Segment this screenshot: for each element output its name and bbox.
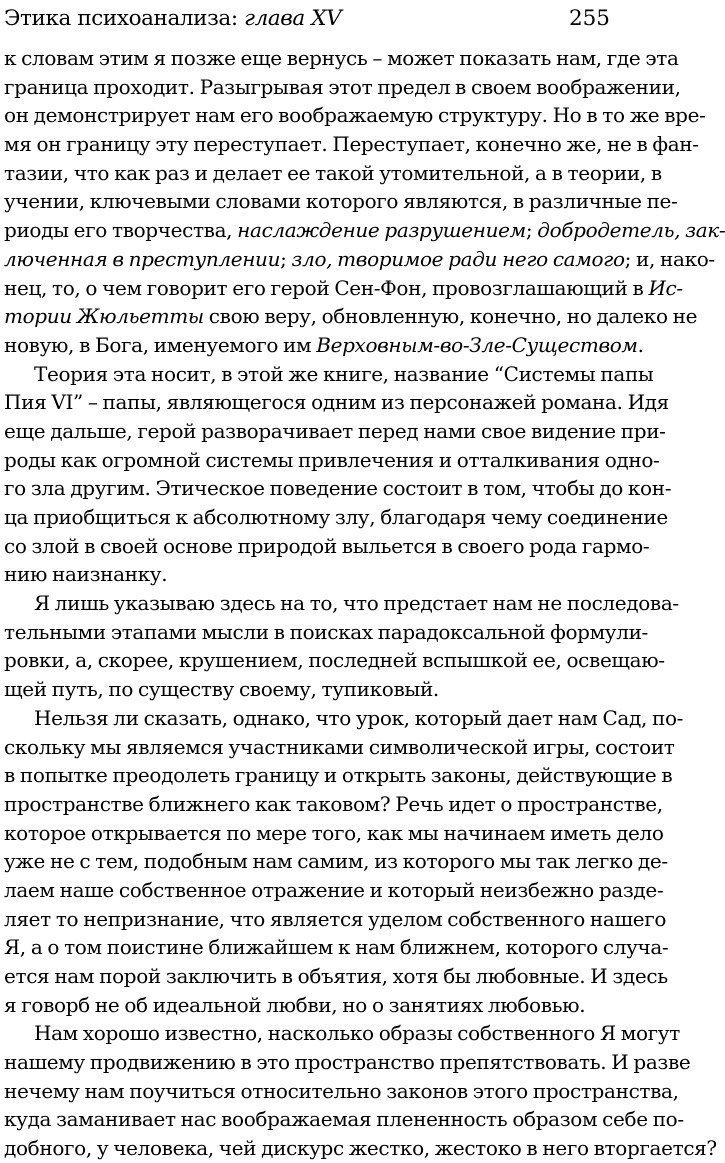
text-line: ется нам порой заключить в объятия, хотя бы любовные. И здесь (4, 964, 668, 988)
text-line: Теория эта носит, в этой же книге, название “Системы папы (34, 361, 654, 386)
running-header (4, 6, 618, 36)
text-line: нию наизнанку. (4, 562, 168, 587)
text-line: он демонстрирует нам его воображаемую структуру. Но в то же вре- (4, 103, 706, 128)
text-line: ровки, а, скорее, крушением, последней вспышкой ее, освещаю- (4, 648, 665, 673)
text-line: которое открывается по мере того, как мы начинаем иметь дело (4, 820, 664, 845)
text-line: учении, ключевыми словами которого являются, в различные пе- (4, 189, 678, 214)
text-line: скольку мы являемся участниками символической игры, состоит (4, 734, 675, 759)
paragraph (4, 704, 684, 1020)
text-line: Пия VI” – папы, являющегося одним из персонажей романа. Идя (4, 390, 669, 415)
text-line: Нельзя ли сказать, однако, что урок, который дает нам Сад, по- (34, 705, 684, 730)
text-line: Я, а о том поистине ближайшем к нам ближнем, которого случа- (4, 935, 669, 960)
text-line: нец, то, о чем говорит его герой Сен-Фон, провозглашающий в Ис- (4, 275, 683, 300)
paragraph (4, 360, 672, 590)
text-line: риоды его творчества, наслаждение разрушением; добродетель, зак- (4, 218, 725, 243)
text-line: я говорб не об идеальной любви, но о занятиях любовью. (4, 992, 586, 1017)
paragraph (4, 1019, 717, 1162)
text-line: ляет то непризнание, что является уделом собственного нашего (4, 906, 667, 931)
text-line: тельными этапами мысли в поисках парадоксальной формули- (4, 619, 648, 644)
text-line: уже не с тем, подобным нам самим, из которого мы так легко де- (4, 849, 668, 874)
text-line: граница проходит. Разыгрывая этот предел в своем воображении, (4, 74, 681, 99)
text-line: Я лишь указываю здесь на то, что предстает нам не последова- (34, 591, 679, 616)
text-line: щей путь, по существу своему, тупиковый. (4, 677, 439, 702)
text-line: тории Жюльетты свою веру, обновленную, конечно, но далеко не (4, 304, 698, 329)
chapter-label: глава XV (244, 6, 342, 31)
text-line: нашему продвижению в это пространство препятствовать. И разве (4, 1050, 691, 1075)
book-title: Этика психоанализа: (4, 6, 245, 31)
text-line: лаем наше собственное отражение и который неизбежно разде- (4, 877, 664, 902)
text-line: к словам этим я позже еще вернусь – может показать нам, где эта (4, 46, 679, 70)
page-body (4, 44, 725, 1163)
text-line: пространстве ближнего как таковом? Речь идет о пространстве, (4, 791, 663, 816)
text-line: тазии, что как раз и делает ее такой утомительной, а в теории, в (4, 160, 662, 185)
paragraph (4, 589, 679, 704)
text-line: добного, у человека, чей дискурс жестко, жестоко в него вторгается? (4, 1136, 717, 1161)
text-line: новую, в Бога, именуемого им Верховным-во-Зле-Существом. (4, 332, 644, 357)
page-number: 255 (568, 6, 610, 31)
text-line: нечему нам поучиться относительно законов этого пространства, (4, 1078, 679, 1103)
text-line: роды как огромной системы привлечения и отталкивания одно- (4, 447, 660, 472)
running-title (4, 6, 341, 31)
text-line: Нам хорошо известно, насколько образы собственного Я могут (34, 1021, 680, 1046)
text-line: люченная в преступлении; зло, творимое ради него самого; и, нако- (4, 246, 715, 271)
text-line: го зла другим. Этическое поведение состоит в том, чтобы до кон- (4, 476, 672, 501)
paragraph (4, 44, 725, 360)
text-line: в попытке преодолеть границу и открыть законы, действующие в (4, 763, 673, 788)
text-line: куда заманивает нас воображаемая плененность образом себе по- (4, 1107, 684, 1132)
text-line: со злой в своей основе природой выльется в своего рода гармо- (4, 533, 650, 558)
text-line: мя он границу эту переступает. Переступает, конечно же, не в фан- (4, 132, 699, 157)
text-line: еще дальше, герой разворачивает перед нами свое видение при- (4, 418, 666, 443)
text-line: ца приобщиться к абсолютному злу, благодаря чему соединение (4, 505, 668, 529)
